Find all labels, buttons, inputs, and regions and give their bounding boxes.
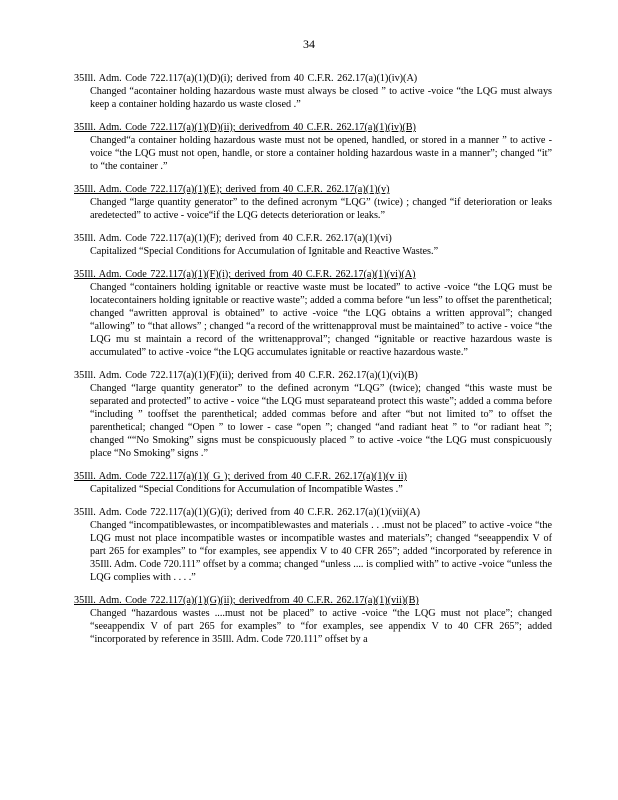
change-description: Changed “hazardous wastes ....must not be placed” to active -voice “the LQG must not place”; changed “seeappendix V of part 265 for examples” to “for examples, see appendix V to 40 CFR 265”; added “incorporated by reference in 35Ill. Adm. Code 720.111” offset by a [90,608,552,645]
citation: 35Ill. Adm. Code 722.117(a)(1)(D)(ii); derivedfrom 40 C.F.R. 262.17(a)(1)(iv)(B) [74,122,416,133]
citation: 35Ill. Adm. Code 722.117(a)(1)(G)(ii); derivedfrom 40 C.F.R. 262.17(a)(1)(vii)(B) [74,595,419,606]
change-description: Changed “large quantity generator” to the defined acronym “LQG” (twice); changed “this waste must be separated and protected” to active - voice “the LQG must separateand protect this waste”; added a comma before “including ” tooffset the parenthetical; added commas before and after “but not limited to” to offset the parenthetical; changed “Open ” to lower - case “open ”; changed “and radiant heat ” to “or radiant heat ”; changed ““No Smoking” signs must be conspicuously placed ” to active -voice “the LQG must conspicuously place “No Smoking” signs .” [90,383,552,459]
citation: 35Ill. Adm. Code 722.117(a)(1)(G)(i); derived from 40 C.F.R. 262.17(a)(1)(vii)(A) [74,507,421,518]
note-entry [74,594,552,646]
note-entry [74,232,552,258]
note-entry [74,369,552,460]
note-entry [74,506,552,584]
change-description: Changed“a container holding hazardous waste must not be opened, handled, or stored in a manner ” to active -voice “the LQG must not open, handle, or store a container holding hazardous waste in a manner”; changed “it” to “the container .” [90,135,552,172]
note-entry [74,268,552,359]
note-entry [74,470,552,496]
amendment-notes [74,72,552,656]
note-entry [74,121,552,173]
citation: 35Ill. Adm. Code 722.117(a)(1)(F)(ii); derived from 40 C.F.R. 262.17(a)(1)(vi)(B) [74,370,418,381]
page-number: 34 [303,37,315,51]
change-description: Changed “acontainer holding hazardous waste must always be closed ” to active -voice “the LQG must always keep a container holding hazardo us waste closed .” [90,86,552,110]
citation: 35Ill. Adm. Code 722.117(a)(1)(D)(i); derived from 40 C.F.R. 262.17(a)(1)(iv)(A) [74,73,418,84]
note-entry [74,183,552,222]
citation: 35Ill. Adm. Code 722.117(a)(1)(E); derived from 40 C.F.R. 262.17(a)(1)(v) [74,184,390,195]
citation: 35Ill. Adm. Code 722.117(a)(1)(F)(i); derived from 40 C.F.R. 262.17(a)(1)(vi)(A) [74,269,416,280]
change-description: Capitalized “Special Conditions for Accumulation of Ignitable and Reactive Wastes.” [90,246,439,257]
change-description: Changed “incompatiblewastes, or incompatiblewastes and materials . . .must not be placed” to active -voice “the LQG must not place incompatible wastes or incompatible wastes and materials”; changed “seeappendix V of part 265 for examples” to “for examples, see appendix V to 40 CFR 265”; added “incorporated by reference in 35Ill. Adm. Code 720.111” offset by a comma; changed “unless .... is complied with” to active -voice “unless the LQG complies with . . . .” [90,520,552,583]
note-entry [74,72,552,111]
citation: 35Ill. Adm. Code 722.117(a)(1)(F); derived from 40 C.F.R. 262.17(a)(1)(vi) [74,233,392,244]
change-description: Capitalized “Special Conditions for Accumulation of Incompatible Wastes .” [90,484,403,495]
change-description: Changed “containers holding ignitable or reactive waste must be located” to active -voice “the LQG must be locatecontainers holding ignitable or reactive waste”; added a comma before “un less” to offset the parenthetical; changed “awritten approval is obtained” to active -voice “the LQG obtains a written approval”; changed “allowing” to “that allows” ; changed “a record of the writtenapproval must be maintained” to active - voice “the LQG mu st maintain a record of the writtenapproval”; changed “ignitable or reactive hazardous waste is accumulated” to active -voice “the LQG accumulates ignitable or reactive hazardous waste.” [90,282,552,358]
citation: 35Ill. Adm. Code 722.117(a)(1)( G ); derived from 40 C.F.R. 262.17(a)(1)(v ii) [74,471,407,482]
change-description: Changed “large quantity generator” to the defined acronym “LQG” (twice) ; changed “if deterioration or leaks aredetected” to active - voice“if the LQG detects deterioration or leaks.” [90,197,552,221]
